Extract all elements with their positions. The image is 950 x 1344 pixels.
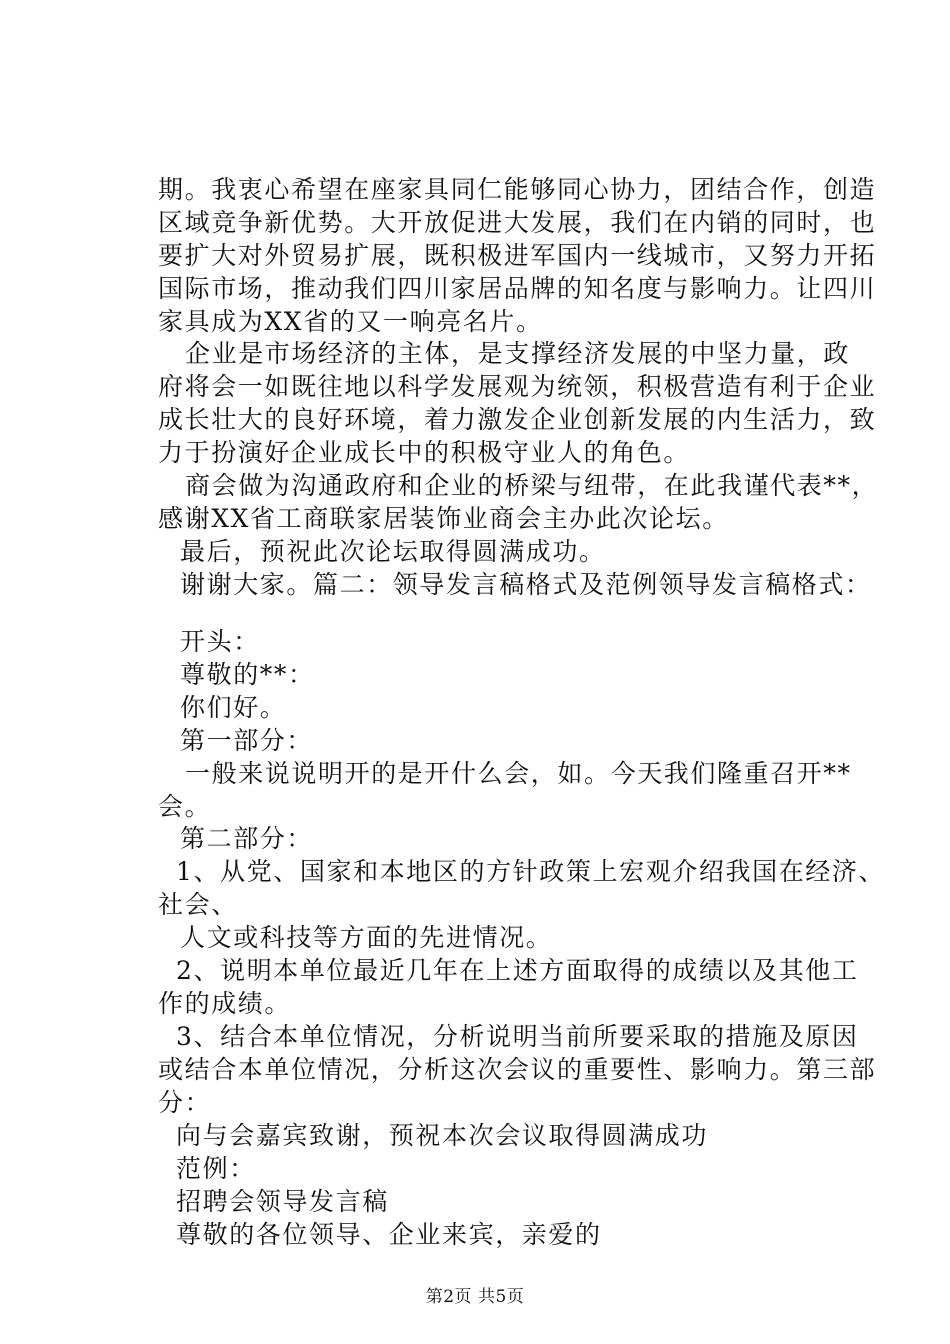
- text-line: 府将会一如既往地以科学发展观为统领，积极营造有利于企业: [158, 372, 877, 401]
- text-line: 招聘会领导发言稿: [176, 1187, 389, 1216]
- text-line: 成长壮大的良好环境，着力激发企业创新发展的内生活力，致: [158, 405, 877, 434]
- text-line: 区域竞争新优势。大开放促进大发展，我们在内销的同时，也: [158, 208, 877, 237]
- text-line: 第二部分：: [180, 824, 314, 853]
- page-number-footer: 第2页 共5页: [425, 1287, 525, 1307]
- text-line: 尊敬的**：: [180, 660, 315, 689]
- text-line: 1、从党、国家和本地区的方针政策上宏观介绍我国在经济、: [176, 857, 886, 886]
- text-line: 分：: [158, 1088, 212, 1117]
- text-line: 你们好。: [180, 693, 287, 722]
- text-line: 或结合本单位情况，分析这次会议的重要性、影响力。第三部: [158, 1055, 877, 1084]
- text-line: 国际市场，推动我们四川家居品牌的知名度与影响力。让四川: [158, 274, 877, 303]
- text-line: 开头：: [180, 627, 260, 656]
- text-line: 3、结合本单位情况，分析说明当前所要采取的措施及原因: [176, 1022, 859, 1051]
- text-line: 2、说明本单位最近几年在上述方面取得的成绩以及其他工: [176, 956, 859, 985]
- text-line: 家具成为XX省的又一响亮名片。: [158, 307, 543, 336]
- text-line: 最后，预祝此次论坛取得圆满成功。: [180, 537, 606, 566]
- text-line: 力于扮演好企业成长中的积极守业人的角色。: [158, 438, 691, 467]
- text-line: 感谢XX省工商联家居装饰业商会主办此次论坛。: [158, 504, 729, 533]
- text-line: 范例：: [176, 1154, 256, 1183]
- text-line: 期。我衷心希望在座家具同仁能够同心协力，团结合作，创造: [158, 175, 877, 204]
- text-line: 尊敬的各位领导、企业来宾，亲爱的: [176, 1220, 602, 1249]
- text-line: 人文或科技等方面的先进情况。: [180, 923, 553, 952]
- text-line: 一般来说说明开的是开什么会，如。今天我们隆重召开**: [185, 759, 852, 788]
- text-line: 会。: [158, 792, 212, 821]
- text-line: 谢谢大家。篇二：领导发言稿格式及范例领导发言稿格式：: [180, 570, 872, 599]
- text-line: 社会、: [158, 890, 238, 919]
- text-line: 企业是市场经济的主体，是支撑经济发展的中坚力量，政: [185, 339, 851, 368]
- text-line: 第一部分：: [180, 726, 314, 755]
- text-line: 作的成绩。: [158, 989, 292, 1018]
- text-line: 向与会嘉宾致谢，预祝本次会议取得圆满成功: [176, 1121, 709, 1150]
- text-line: 要扩大对外贸易扩展，既积极进军国内一线城市，又努力开拓: [158, 241, 877, 270]
- text-line: 商会做为沟通政府和企业的桥梁与纽带，在此我谨代表**，: [185, 471, 879, 500]
